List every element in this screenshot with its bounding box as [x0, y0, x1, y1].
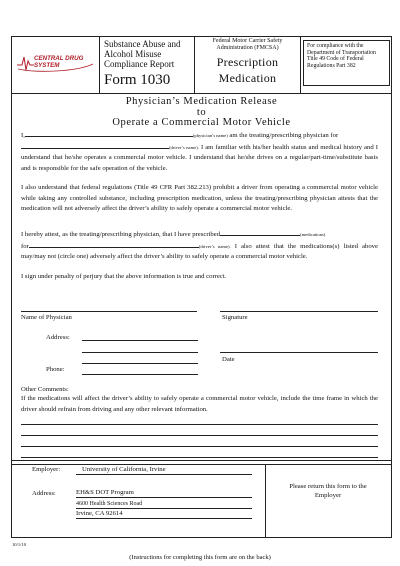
physician-name-field[interactable]: [25, 130, 193, 137]
address-label-footer: Address:: [32, 490, 56, 497]
paragraph-perjury: I sign under penalty of perjury that the above information is true and correct.: [21, 273, 227, 280]
comment-line[interactable]: [21, 435, 378, 436]
title-line: to: [196, 106, 207, 118]
instructions-note: (Instructions for completing this form are on the back): [129, 554, 271, 561]
text: for: [21, 242, 29, 250]
form-number: Form 1030: [104, 72, 171, 88]
employer-label: Employer:: [32, 466, 61, 473]
employer-line: [76, 474, 252, 475]
title-line: Physician’s Medication Release: [125, 96, 278, 107]
other-comments-label: Other Comments:: [21, 386, 69, 393]
title-line: Operate a Commercial Motor Vehicle: [112, 117, 291, 128]
comment-line[interactable]: [21, 424, 378, 425]
paragraph-attestation: [21, 130, 378, 174]
paragraph-regulations: I also understand that federal regulations (Title 49 CFR Part 382.213) prohibit a driver from operating a commercial motor vehicle while taking any controlled substance, including prescription medication, unless the treating/prescribing physician attests that the medication will not adversely affect the driver’s ability to safely operate a commercial motor vehicle.: [21, 184, 378, 213]
agency-name: Federal Motor Carrier Safety Administration (FMCSA): [212, 38, 283, 51]
employer-address-line2: 4600 Health Sciences Road: [76, 501, 143, 507]
driver-name-field-2[interactable]: [29, 241, 199, 248]
header-column-divider: [300, 36, 301, 93]
address-line[interactable]: [82, 363, 198, 364]
footer-column-divider: [265, 464, 266, 538]
driver-name-field[interactable]: [21, 142, 169, 149]
text: am the treating/prescribing physician for: [227, 132, 339, 139]
field-hint: (driver’s name).: [169, 144, 199, 150]
date-line[interactable]: [220, 352, 378, 353]
field-hint: (driver’s name).: [198, 243, 231, 249]
comment-line[interactable]: [21, 446, 378, 447]
address-label: Address:: [46, 334, 70, 341]
paragraph-medications: [21, 229, 378, 263]
employer-address-line3: Irvine, CA 92614: [76, 510, 123, 517]
footer-divider: [11, 464, 392, 465]
comment-line[interactable]: [21, 457, 378, 458]
compliance-note: For compliance with the Department of Transportation Title 49 Code of Federal Regulations Part 382: [303, 40, 390, 86]
header-column-divider: [194, 36, 195, 93]
form-revision-code: 10/1/10: [12, 542, 27, 547]
text: I,: [21, 132, 25, 139]
field-hint: (medications): [300, 232, 326, 237]
signature-label: Signature: [222, 314, 248, 321]
employer-address-rule: [76, 497, 252, 498]
text: I also attest that the medications(s) listed above may/may not (circle one) adversely affect the driver’s ability to safely operate a commercial motor vehicle.: [21, 242, 378, 261]
text: I am familiar with his/her health status and medical history and I understand that he/she operates a commercial motor vehicle. I understand that he/she drives on a regular/part-time/substitute basis and is responsible for the safe operation of the vehicle.: [21, 143, 378, 172]
section-title: [196, 54, 299, 86]
address-line[interactable]: [82, 352, 198, 353]
phone-label: Phone:: [46, 366, 65, 373]
employer-address-rule: [76, 518, 252, 519]
employer-address-rule: [76, 508, 252, 509]
return-to-employer-note: Please return this form to the Employer: [289, 483, 367, 499]
header-column-divider: [99, 36, 100, 93]
phone-line[interactable]: [82, 374, 198, 375]
footer-divider: [11, 460, 392, 461]
document-title: [11, 97, 392, 129]
signature-line[interactable]: [220, 311, 378, 312]
form-title: Substance Abuse and Alcohol Misuse Compliance Report: [104, 39, 181, 69]
comments-instructions: If the medications will affect the driver’s ability to safely operate a commercial motor vehicle, include the time frame in which the driver should refrain from driving and any other relevant information.: [21, 395, 378, 413]
medications-field[interactable]: [220, 229, 300, 236]
header-divider: [11, 93, 392, 94]
physician-name-line[interactable]: [21, 311, 197, 312]
text: I hereby attest, as the treating/prescribing physician, that I have prescribed: [21, 231, 221, 238]
logo-text: CENTRAL DRUG SYSTEM: [34, 55, 84, 69]
address-line[interactable]: [82, 340, 198, 341]
section-title-line: Prescription: [216, 55, 279, 69]
employer-value: University of California, Irvine: [82, 466, 166, 473]
field-hint: (physician’s name): [192, 133, 228, 138]
name-of-physician-label: Name of Physician: [21, 314, 72, 321]
section-title-line: Medication: [218, 71, 277, 85]
date-label: Date: [222, 356, 235, 363]
employer-address-line1: EH&S DOT Program: [76, 489, 134, 496]
